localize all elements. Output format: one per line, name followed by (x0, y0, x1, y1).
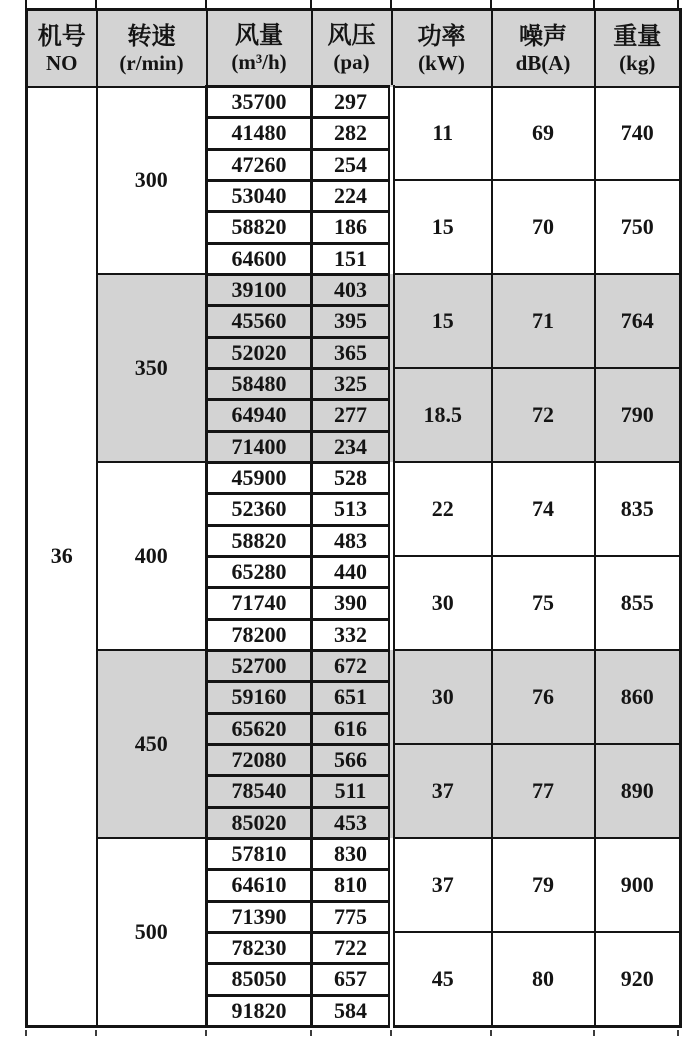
weight-cell: 764 (595, 274, 681, 368)
power-cell: 15 (392, 274, 492, 368)
pressure-cell: 365 (312, 337, 392, 368)
fan-spec-table (25, 8, 682, 1028)
header-power (392, 10, 492, 87)
pressure-cell: 282 (312, 118, 392, 149)
pressure-cell: 775 (312, 901, 392, 932)
edge-tick-mark (677, 1030, 679, 1036)
header-speed (97, 10, 207, 87)
header-flow (207, 10, 312, 87)
flow-cell: 47260 (207, 149, 312, 180)
pressure-cell: 395 (312, 306, 392, 337)
weight-cell: 920 (595, 932, 681, 1026)
flow-cell: 64610 (207, 870, 312, 901)
pressure-cell: 566 (312, 744, 392, 775)
pressure-cell: 672 (312, 650, 392, 681)
flow-cell: 52360 (207, 494, 312, 525)
weight-cell: 900 (595, 838, 681, 932)
header-weight (595, 10, 681, 87)
edge-tick-mark (310, 0, 312, 10)
pressure-cell: 390 (312, 588, 392, 619)
flow-cell: 85020 (207, 807, 312, 838)
header-flow-cn: 风量 (235, 23, 283, 50)
weight-cell: 835 (595, 462, 681, 556)
flow-cell: 72080 (207, 744, 312, 775)
pressure-cell: 528 (312, 462, 392, 493)
flow-cell: 53040 (207, 180, 312, 211)
power-cell: 15 (392, 180, 492, 274)
header-row (27, 10, 681, 87)
flow-cell: 78200 (207, 619, 312, 650)
pressure-cell: 483 (312, 525, 392, 556)
pressure-cell: 584 (312, 995, 392, 1026)
pressure-cell: 830 (312, 838, 392, 869)
weight-cell: 860 (595, 650, 681, 744)
weight-cell: 855 (595, 556, 681, 650)
noise-cell: 71 (492, 274, 595, 368)
flow-cell: 39100 (207, 274, 312, 305)
flow-cell: 65620 (207, 713, 312, 744)
power-cell: 37 (392, 838, 492, 932)
pressure-cell: 616 (312, 713, 392, 744)
flow-cell: 85050 (207, 964, 312, 995)
flow-cell: 71400 (207, 431, 312, 462)
pressure-cell: 186 (312, 212, 392, 243)
weight-cell: 790 (595, 368, 681, 462)
edge-tick-mark (390, 0, 392, 10)
flow-cell: 58820 (207, 212, 312, 243)
speed-cell: 400 (97, 462, 207, 650)
header-pressure (312, 10, 392, 87)
header-noise (492, 10, 595, 87)
edge-tick-mark (25, 1030, 27, 1036)
noise-cell: 70 (492, 180, 595, 274)
table-row (27, 462, 681, 493)
pressure-cell: 810 (312, 870, 392, 901)
edge-tick-mark (205, 1030, 207, 1036)
pressure-cell: 722 (312, 932, 392, 963)
flow-cell: 71740 (207, 588, 312, 619)
header-speed-unit: (r/min) (119, 50, 184, 75)
header-flow-unit: (m³/h) (231, 50, 287, 75)
power-cell: 45 (392, 932, 492, 1026)
flow-cell: 52700 (207, 650, 312, 681)
pressure-cell: 453 (312, 807, 392, 838)
flow-cell: 91820 (207, 995, 312, 1026)
noise-cell: 69 (492, 87, 595, 181)
header-pressure-unit: (pa) (333, 50, 370, 75)
pressure-cell: 440 (312, 556, 392, 587)
noise-cell: 75 (492, 556, 595, 650)
edge-tick-mark (95, 1030, 97, 1036)
flow-cell: 71390 (207, 901, 312, 932)
edge-tick-mark (310, 1030, 312, 1036)
speed-cell: 300 (97, 87, 207, 275)
pressure-cell: 651 (312, 682, 392, 713)
edge-tick-mark (677, 0, 679, 10)
power-cell: 22 (392, 462, 492, 556)
speed-cell: 500 (97, 838, 207, 1026)
header-noise-cn: 噪声 (519, 23, 567, 50)
power-cell: 18.5 (392, 368, 492, 462)
header-power-cn: 功率 (417, 23, 466, 50)
pressure-cell: 297 (312, 87, 392, 118)
flow-cell: 64940 (207, 400, 312, 431)
noise-cell: 80 (492, 932, 595, 1026)
flow-cell: 45560 (207, 306, 312, 337)
header-pressure-cn: 风压 (327, 23, 376, 50)
edge-tick-mark (593, 0, 595, 10)
header-machine-no-cn: 机号 (37, 23, 86, 50)
table-row (27, 87, 681, 118)
edge-tick-mark (205, 0, 207, 10)
speed-cell: 350 (97, 274, 207, 462)
noise-cell: 77 (492, 744, 595, 838)
pressure-cell: 403 (312, 274, 392, 305)
header-weight-cn: 重量 (613, 23, 662, 50)
pressure-cell: 657 (312, 964, 392, 995)
flow-cell: 45900 (207, 462, 312, 493)
edge-tick-mark (95, 0, 97, 10)
machine-no-cell: 36 (27, 87, 97, 1027)
table-row (27, 838, 681, 869)
flow-cell: 57810 (207, 838, 312, 869)
pressure-cell: 511 (312, 776, 392, 807)
flow-cell: 64600 (207, 243, 312, 274)
pressure-cell: 224 (312, 180, 392, 211)
edge-tick-mark (25, 0, 27, 10)
header-machine-no-unit: NO (46, 50, 78, 75)
header-noise-unit: dB(A) (515, 50, 571, 75)
table-row (27, 650, 681, 681)
table-header (27, 10, 681, 87)
weight-cell: 890 (595, 744, 681, 838)
header-speed-cn: 转速 (127, 23, 176, 50)
flow-cell: 41480 (207, 118, 312, 149)
noise-cell: 76 (492, 650, 595, 744)
pressure-cell: 234 (312, 431, 392, 462)
edge-tick-mark (490, 0, 492, 10)
flow-cell: 52020 (207, 337, 312, 368)
flow-cell: 78540 (207, 776, 312, 807)
pressure-cell: 277 (312, 400, 392, 431)
power-cell: 37 (392, 744, 492, 838)
table-row (27, 274, 681, 305)
edge-tick-mark (593, 1030, 595, 1036)
flow-cell: 78230 (207, 932, 312, 963)
noise-cell: 79 (492, 838, 595, 932)
pressure-cell: 151 (312, 243, 392, 274)
table-body (27, 87, 681, 1027)
flow-cell: 59160 (207, 682, 312, 713)
speed-cell: 450 (97, 650, 207, 838)
power-cell: 11 (392, 87, 492, 181)
power-cell: 30 (392, 556, 492, 650)
pressure-cell: 332 (312, 619, 392, 650)
edge-tick-mark (490, 1030, 492, 1036)
noise-cell: 74 (492, 462, 595, 556)
flow-cell: 65280 (207, 556, 312, 587)
pressure-cell: 325 (312, 368, 392, 399)
flow-cell: 35700 (207, 87, 312, 118)
noise-cell: 72 (492, 368, 595, 462)
weight-cell: 750 (595, 180, 681, 274)
pressure-cell: 254 (312, 149, 392, 180)
pressure-cell: 513 (312, 494, 392, 525)
header-weight-unit: (kg) (619, 50, 656, 75)
flow-cell: 58820 (207, 525, 312, 556)
header-machine-no (27, 10, 97, 87)
edge-tick-mark (390, 1030, 392, 1036)
weight-cell: 740 (595, 87, 681, 181)
power-cell: 30 (392, 650, 492, 744)
flow-cell: 58480 (207, 368, 312, 399)
header-power-unit: (kW) (418, 50, 465, 75)
